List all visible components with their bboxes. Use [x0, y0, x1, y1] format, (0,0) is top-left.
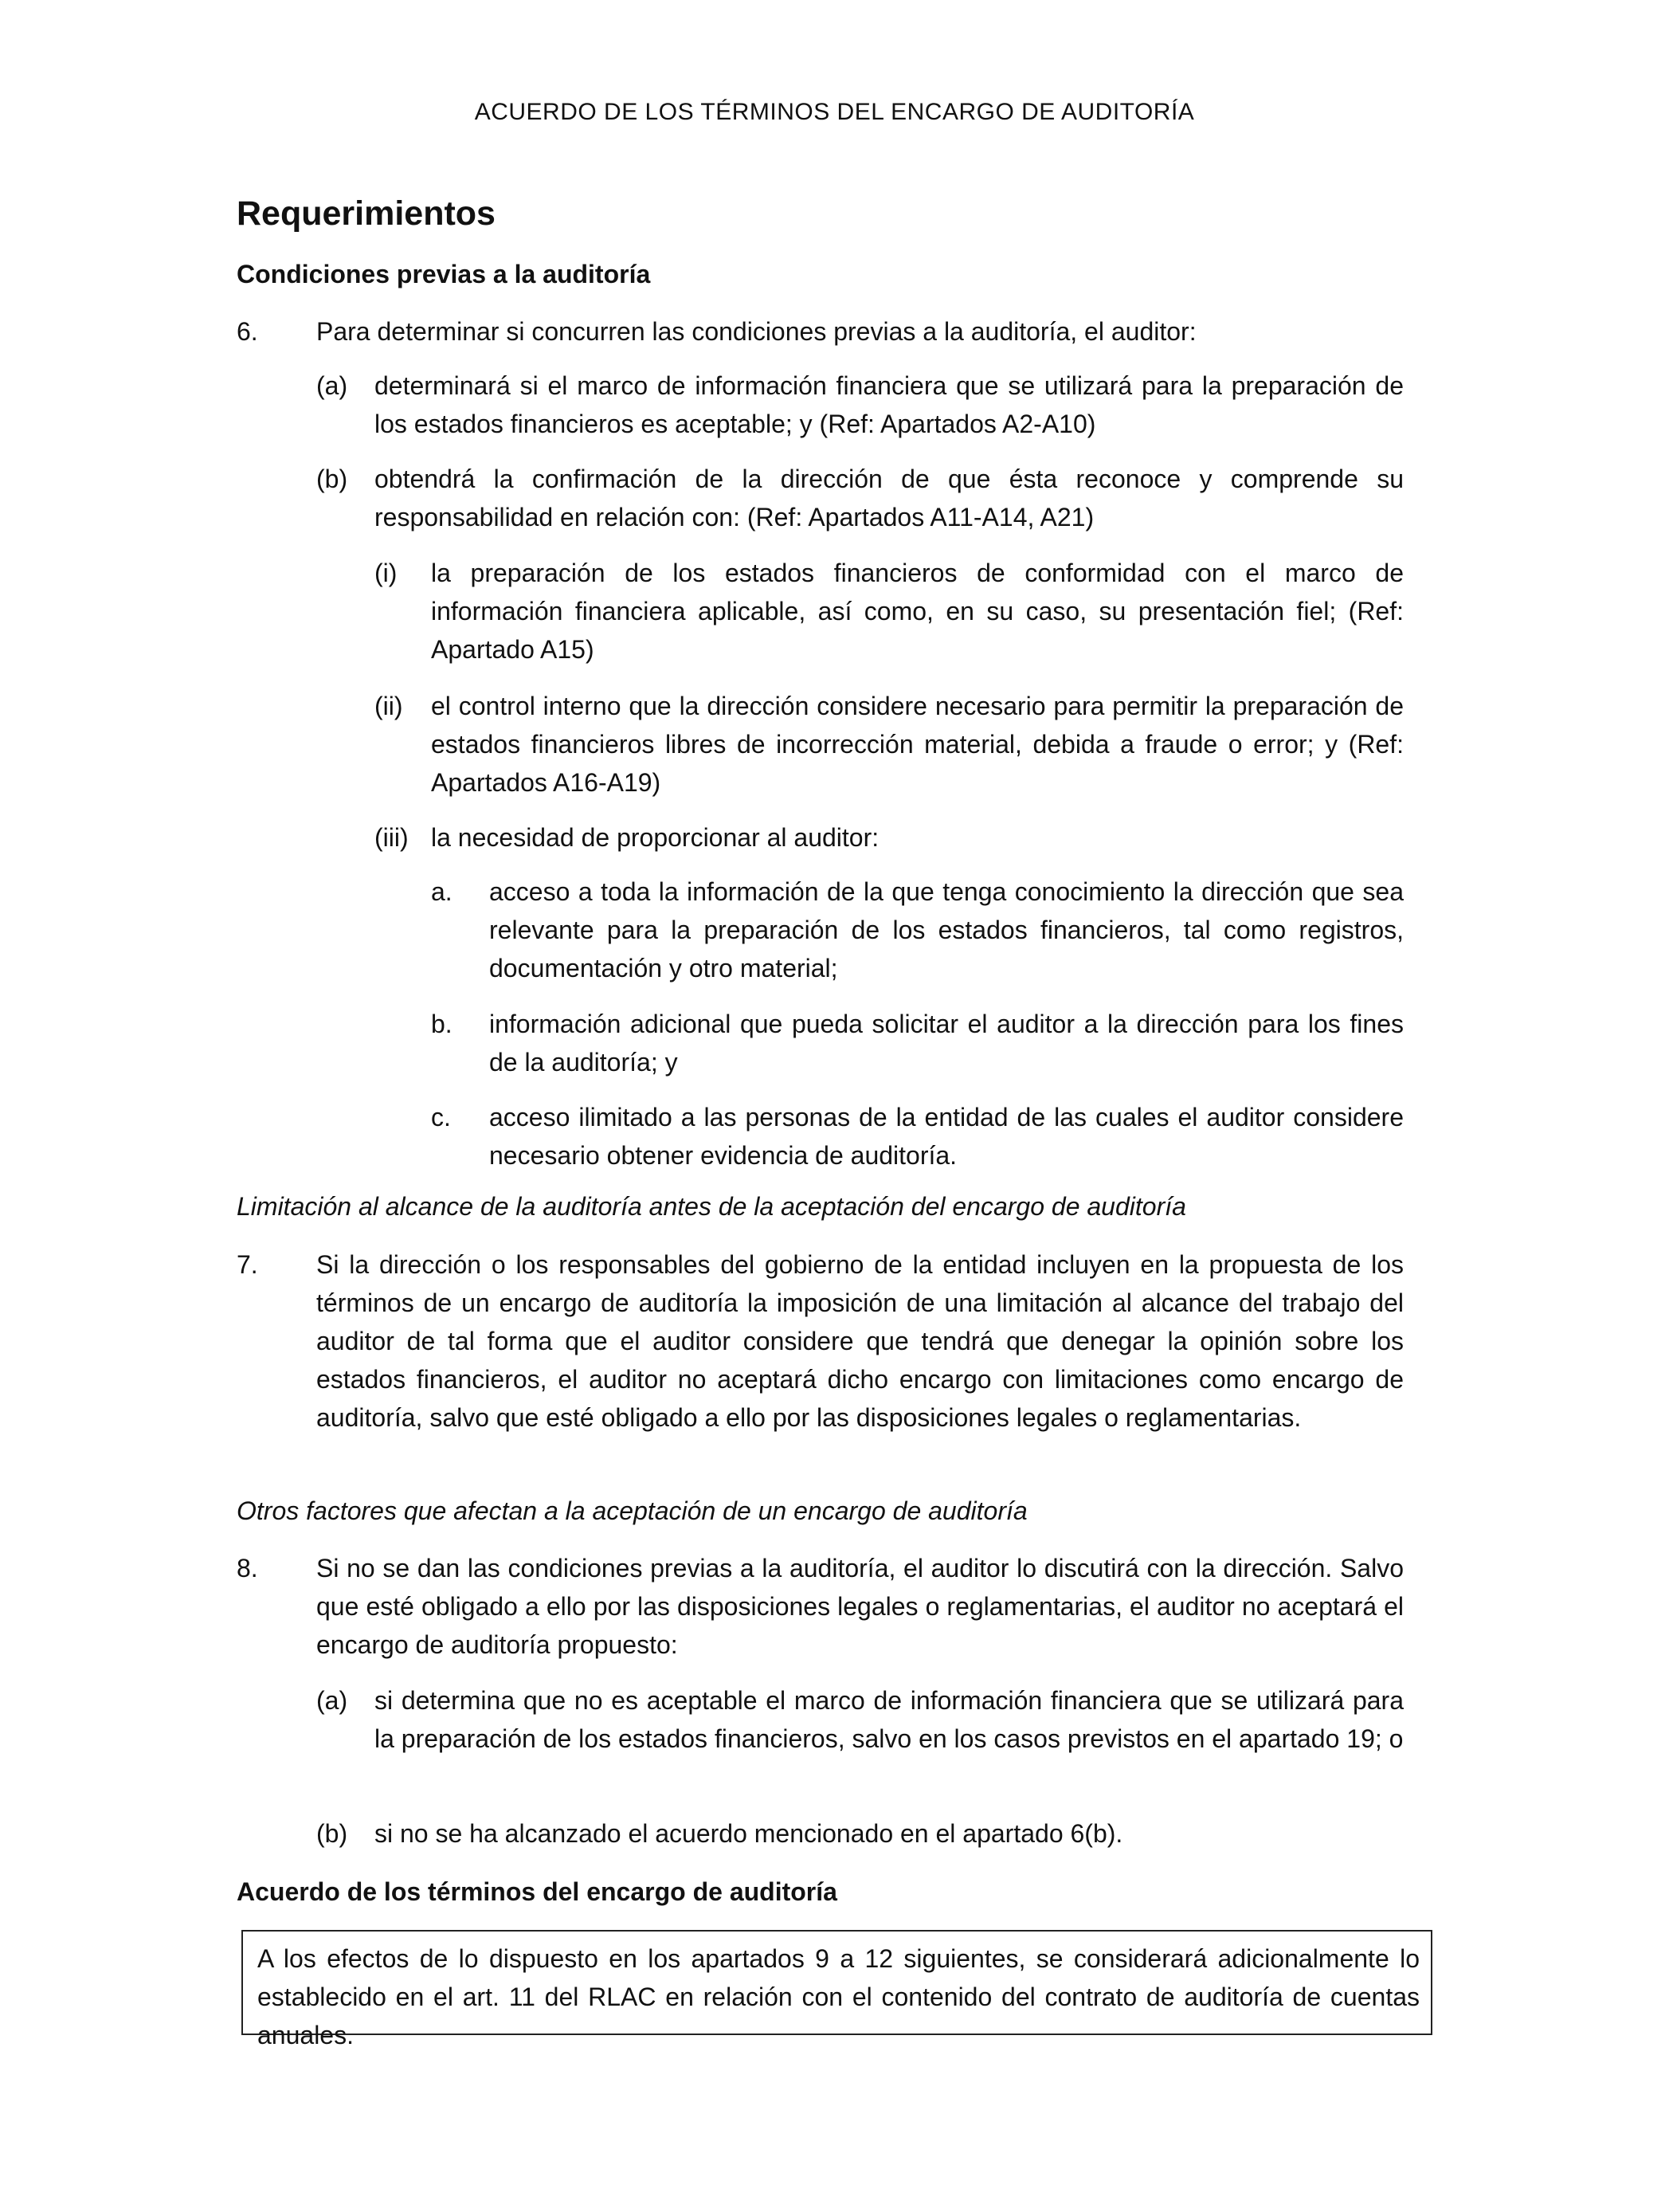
running-header: ACUERDO DE LOS TÉRMINOS DEL ENCARGO DE AUDITORÍA: [474, 99, 1195, 125]
paragraph-7-text: Si la dirección o los responsables del gobierno de la entidad incluyen en la propuesta de los términos de un encargo de auditoría la imposición de una limitación al alcance del trabajo del auditor de tal forma que el auditor considere que tendrá que denegar la opinión sobre los estados financieros, el auditor no aceptará dicho encargo con limitaciones como encargo de auditoría, salvo que esté obligado a ello por las disposiciones legales o reglamentarias.: [316, 1250, 1404, 1432]
item-b-text: obtendrá la confirmación de la dirección de que ésta reconoce y comprende su responsabilidad en relación con: (Ref: Apartados A11-A14, A21): [374, 465, 1404, 531]
item-a-label: (a): [316, 371, 348, 400]
subheading-condiciones-previas: Condiciones previas a la auditoría: [237, 260, 651, 288]
subitem-a-text: acceso a toda la información de la que tenga conocimiento la dirección que sea relevante para la preparación de los estados financieros, tal como registros, documentación y otro material;: [489, 877, 1404, 982]
paragraph-number-7: 7.: [237, 1250, 258, 1279]
p8-item-b-text: si no se ha alcanzado el acuerdo mencionado en el apartado 6(b).: [374, 1819, 1123, 1848]
item-iii-label: (iii): [374, 823, 409, 852]
item-b-label: (b): [316, 465, 348, 493]
paragraph-8-text: Si no se dan las condiciones previas a la auditoría, el auditor lo discutirá con la dirección. Salvo que esté obligado a ello por las disposiciones legales o reglamentarias, el auditor no aceptará el encargo de auditoría propuesto:: [316, 1554, 1404, 1659]
p8-item-b-label: (b): [316, 1819, 348, 1848]
paragraph-number-6: 6.: [237, 317, 258, 346]
subitem-b-text: información adicional que pueda solicitar el auditor a la dirección para los fines de la auditoría; y: [489, 1010, 1404, 1077]
item-ii-label: (ii): [374, 692, 403, 720]
subitem-b-label: b.: [431, 1010, 453, 1038]
subitem-a-label: a.: [431, 877, 453, 906]
note-box: A los efectos de lo dispuesto en los apartados 9 a 12 siguientes, se considerará adicionalmente lo establecido en el art. 11 del RLAC en relación con el contenido del contrato de auditoría de cuentas anuales.: [241, 1930, 1432, 2035]
subheading-limitacion-alcance: Limitación al alcance de la auditoría antes de la aceptación del encargo de auditoría: [237, 1192, 1186, 1221]
p8-item-a-text: si determina que no es aceptable el marco de información financiera que se utilizará para la preparación de los estados financieros, salvo en los casos previstos en el apartado 19; o: [374, 1686, 1404, 1753]
subheading-otros-factores: Otros factores que afectan a la aceptación de un encargo de auditoría: [237, 1496, 1028, 1525]
subitem-c-text: acceso ilimitado a las personas de la entidad de las cuales el auditor considere necesario obtener evidencia de auditoría.: [489, 1103, 1404, 1170]
subitem-c-label: c.: [431, 1103, 451, 1131]
section-title: Requerimientos: [237, 194, 496, 233]
p8-item-a-label: (a): [316, 1686, 348, 1715]
paragraph-number-8: 8.: [237, 1554, 258, 1583]
item-iii-text: la necesidad de proporcionar al auditor:: [431, 823, 880, 852]
item-i-label: (i): [374, 559, 398, 587]
item-ii-text: el control interno que la dirección considere necesario para permitir la preparación de estados financieros libres de incorrección material, debida a fraude o error; y (Ref: Apartados A16-A19): [431, 692, 1404, 797]
subheading-acuerdo-terminos: Acuerdo de los términos del encargo de auditoría: [237, 1877, 837, 1906]
paragraph-6-text: Para determinar si concurren las condiciones previas a la auditoría, el auditor:: [316, 317, 1197, 346]
item-a-text: determinará si el marco de información financiera que se utilizará para la preparación de los estados financieros es aceptable; y (Ref: Apartados A2-A10): [374, 371, 1404, 438]
item-i-text: la preparación de los estados financieros de conformidad con el marco de información financiera aplicable, así como, en su caso, su presentación fiel; (Ref: Apartado A15): [431, 559, 1404, 664]
